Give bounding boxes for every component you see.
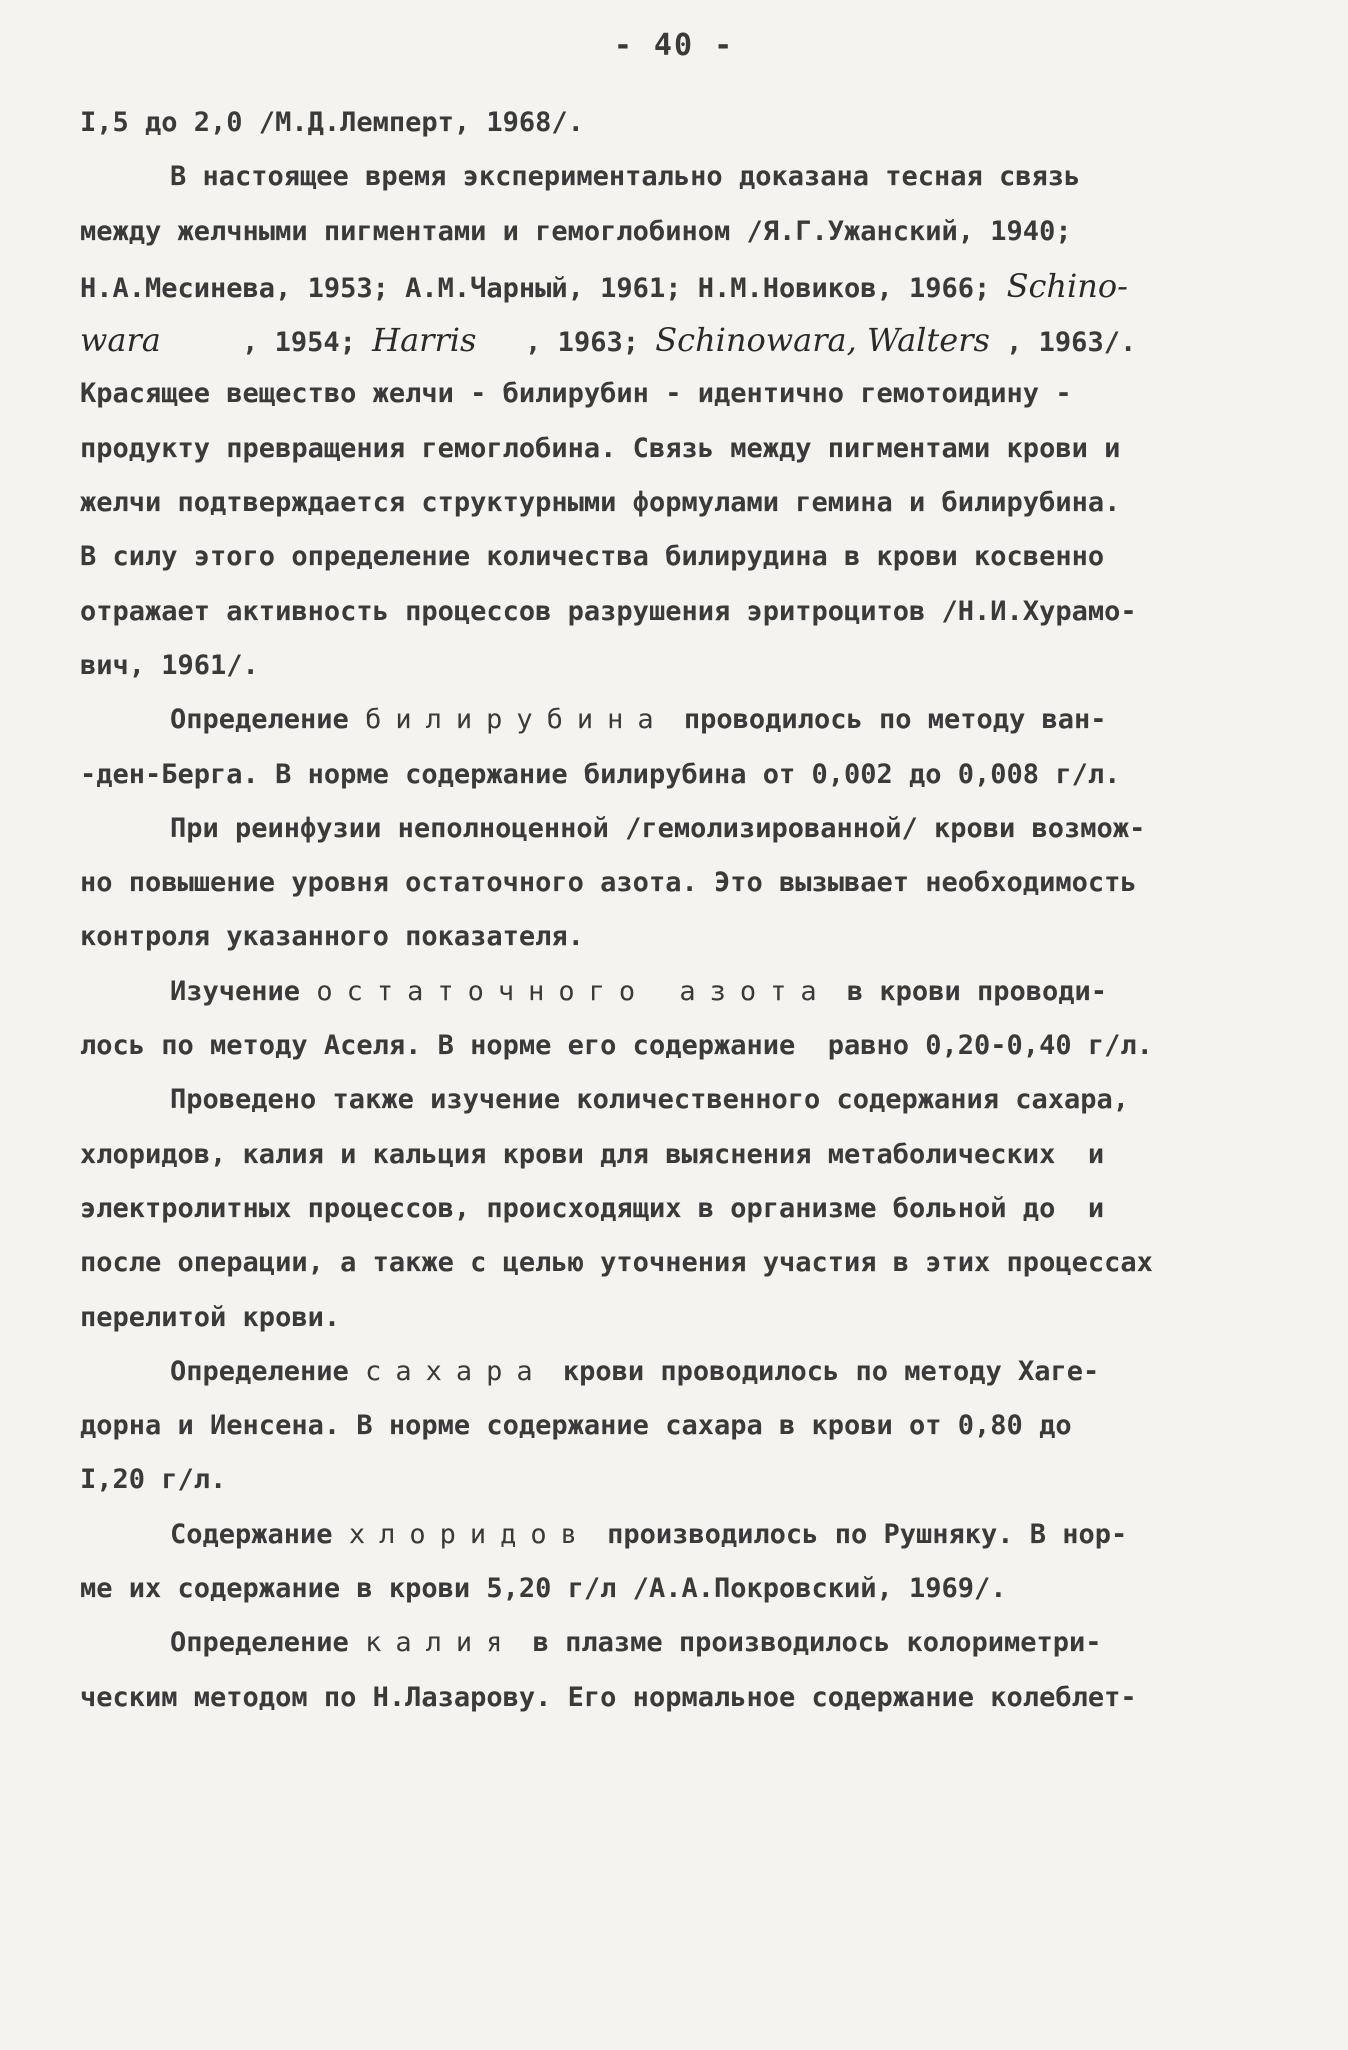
text-segment: Содержание: [170, 1518, 349, 1550]
handwritten-name: Schinowara, Walters: [655, 321, 990, 360]
text-line: I,5 до 2,0 /М.Д.Лемперт, 1968/.: [80, 107, 584, 138]
text-line: [80, 313, 1280, 367]
body-text: [80, 96, 1280, 1725]
text-segment: производилось по Рушняку. В нор-: [590, 1518, 1128, 1550]
text-line: В силу этого определение количества билирудина в крови косвенно: [80, 541, 1105, 573]
handwritten-name: wara: [80, 321, 161, 360]
text-line: вич, 1961/.: [80, 649, 259, 681]
text-line: отражает активность процессов разрушения эритроцитов /Н.И.Хурамо-: [80, 595, 1137, 627]
text-line: хлоридов, калия и кальция крови для выяснения метаболических и: [80, 1138, 1105, 1170]
text-line: В настоящее время экспериментально доказана тесная связь: [170, 161, 1081, 193]
text-line: перелитой крови.: [80, 1301, 341, 1333]
text-segment: в крови проводи-: [830, 975, 1107, 1007]
text-line: после операции, а также с целью уточнения участия в этих процессах: [80, 1247, 1153, 1279]
text-line: Красящее вещество желчи - билирубин - идентично гемотоидину -: [80, 378, 1072, 410]
text-segment: , 1963/.: [989, 327, 1137, 359]
text-segment: Определение: [170, 1355, 366, 1387]
text-line: лось по методу Аселя. В норме его содержание равно 0,20-0,40 г/л.: [80, 1030, 1153, 1062]
text-segment: крови проводилось по методу Хаге-: [546, 1355, 1100, 1387]
text-segment: Изучение: [170, 975, 317, 1007]
spaced-term: билирубина: [365, 704, 668, 736]
text-segment: Н.А.Месинева, 1953; А.М.Чарный, 1961; Н.М.Новиков, 1966;: [80, 272, 1007, 304]
text-segment: в плазме производилось колориметри-: [516, 1627, 1102, 1659]
text-segment: проводилось по методу ван-: [667, 704, 1107, 736]
spaced-term: хлоридов: [348, 1518, 591, 1550]
text-line: ческим методом по Н.Лазарову. Его нормальное содержание колеблет-: [80, 1681, 1137, 1713]
text-line: продукту превращения гемоглобина. Связь между пигментами крови и: [80, 432, 1121, 464]
text-line: При реинфузии неполноценной /гемолизированной/ крови возмож-: [170, 812, 1146, 844]
handwritten-name: Schino-: [1006, 266, 1128, 305]
text-line: между желчными пигментами и гемоглобином /Я.Г.Ужанский, 1940;: [80, 215, 1072, 247]
text-segment: , 1954;: [160, 327, 373, 359]
text-segment: Определение: [170, 1627, 366, 1659]
spaced-term: остаточного азота: [316, 975, 831, 1007]
text-line: ме их содержание в крови 5,20 г/л /А.А.Покровский, 1969/.: [80, 1573, 1007, 1605]
text-line: дорна и Иенсена. В норме содержание сахара в крови от 0,80 до: [80, 1410, 1072, 1442]
text-segment: , 1963;: [476, 327, 656, 359]
text-line: [80, 965, 1280, 1019]
text-line: [80, 1508, 1280, 1562]
text-line: [80, 1345, 1280, 1399]
text-line: -ден-Берга. В норме содержание билирубина от 0,002 до 0,008 г/л.: [80, 758, 1121, 790]
text-line: [80, 259, 1280, 313]
spaced-term: сахара: [365, 1355, 547, 1387]
handwritten-name: Harris: [372, 321, 477, 360]
text-line: желчи подтверждается структурными формулами гемина и билирубина.: [80, 487, 1121, 519]
text-line: контроля указанного показателя.: [80, 921, 584, 953]
page-number: - 40 -: [613, 28, 735, 63]
text-line: [80, 693, 1280, 747]
text-line: электролитных процессов, происходящих в организме больной до и: [80, 1192, 1105, 1224]
text-line: I,20 г/л.: [80, 1464, 227, 1496]
spaced-term: калия: [365, 1627, 517, 1659]
text-line: Проведено также изучение количественного содержания сахара,: [170, 1084, 1130, 1116]
text-line: [80, 1616, 1280, 1670]
text-line: но повышение уровня остаточного азота. Это вызывает необходимость: [80, 867, 1137, 899]
text-segment: Определение: [170, 704, 366, 736]
